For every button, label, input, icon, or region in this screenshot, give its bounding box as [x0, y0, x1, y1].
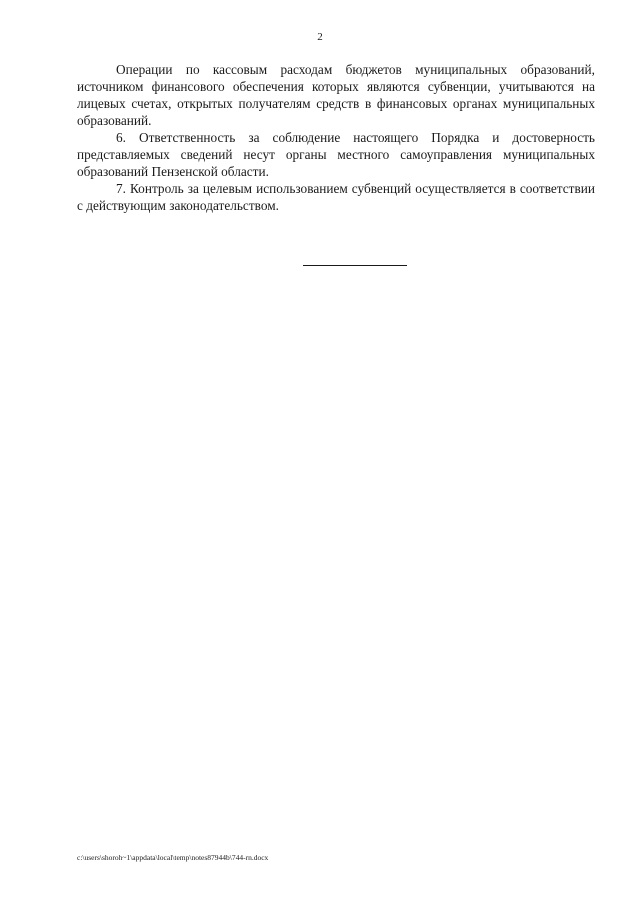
document-body	[77, 61, 595, 214]
paragraph-6-responsibility: 6. Ответственность за соблюдение настоящего Порядка и достоверность представляемых сведений несут органы местного самоуправления муниципальных образований Пензенской области.	[77, 130, 595, 179]
paragraph-7-control: 7. Контроль за целевым использованием субвенций осуществляется в соответствии с действующим законодательством.	[77, 181, 595, 213]
page-number: 2	[317, 31, 323, 43]
paragraph-operations: Операции по кассовым расходам бюджетов муниципальных образований, источником финансового обеспечения которых являются субвенции, учитываются на лицевых счетах, открытых получателям средств в финансовых органах муниципальных образований.	[77, 62, 595, 128]
footer-file-path: c:\users\shoroh~1\appdata\local\temp\notes87944b\744-rn.docx	[77, 853, 269, 862]
end-separator-line	[303, 265, 407, 266]
